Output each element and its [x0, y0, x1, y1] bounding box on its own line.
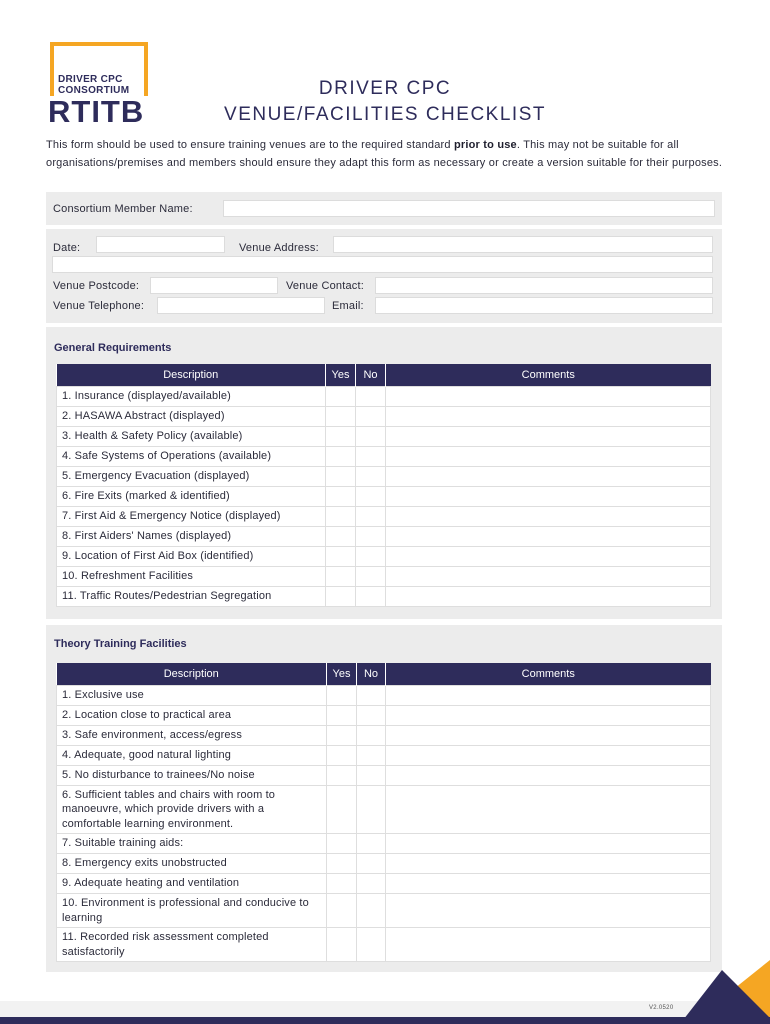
yes-cell[interactable] [326, 586, 356, 606]
yes-cell[interactable] [326, 546, 356, 566]
row-description: 6. Sufficient tables and chairs with room to manoeuvre, which provide drivers with a comfortable learning environment. [57, 785, 327, 834]
table-row [57, 854, 711, 874]
row-description: 9. Location of First Aid Box (identified) [57, 546, 326, 566]
yes-cell[interactable] [326, 466, 356, 486]
comments-cell[interactable] [386, 406, 711, 426]
comments-cell[interactable] [386, 874, 711, 894]
row-description: 1. Insurance (displayed/available) [57, 386, 326, 406]
yes-cell[interactable] [326, 506, 356, 526]
date-field[interactable] [96, 236, 225, 253]
no-cell[interactable] [356, 426, 386, 446]
table-row [57, 928, 711, 962]
no-cell[interactable] [357, 785, 386, 834]
no-cell[interactable] [356, 466, 386, 486]
table-row [57, 426, 711, 446]
no-cell[interactable] [357, 834, 386, 854]
venue-address-field-line-2[interactable] [52, 256, 713, 273]
logo-line-2: CONSORTIUM [58, 85, 130, 96]
row-description: 10. Refreshment Facilities [57, 566, 326, 586]
theory-facilities-panel [46, 625, 722, 972]
logo-line-1: DRIVER CPC [58, 74, 123, 85]
table-row [57, 586, 711, 606]
comments-cell[interactable] [386, 705, 711, 725]
row-description: 5. Emergency Evacuation (displayed) [57, 466, 326, 486]
yes-cell[interactable] [326, 446, 356, 466]
yes-cell[interactable] [327, 834, 357, 854]
no-cell[interactable] [356, 586, 386, 606]
comments-cell[interactable] [386, 928, 711, 962]
table-row [57, 705, 711, 725]
table-row [57, 874, 711, 894]
no-cell[interactable] [356, 386, 386, 406]
table-row [57, 894, 711, 928]
col-header-no: No [356, 364, 386, 386]
comments-cell[interactable] [386, 466, 711, 486]
comments-cell[interactable] [386, 526, 711, 546]
no-cell[interactable] [356, 546, 386, 566]
table-row [57, 506, 711, 526]
intro-text-bold: prior to use [453, 139, 517, 151]
venue-address-field[interactable] [333, 236, 713, 253]
general-requirements-table [56, 364, 711, 607]
row-description: 8. Emergency exits unobstructed [57, 854, 327, 874]
table-row [57, 725, 711, 745]
yes-cell[interactable] [326, 486, 356, 506]
member-name-field[interactable] [223, 200, 715, 217]
comments-cell[interactable] [386, 765, 711, 785]
row-description: 3. Health & Safety Policy (available) [57, 426, 326, 446]
row-description: 4. Safe Systems of Operations (available) [57, 446, 326, 466]
yes-cell[interactable] [327, 705, 357, 725]
table-row [57, 834, 711, 854]
intro-text [46, 137, 726, 172]
row-description: 2. Location close to practical area [57, 705, 327, 725]
date-label: Date: [53, 242, 81, 254]
row-description: 11. Traffic Routes/Pedestrian Segregation [57, 586, 326, 606]
no-cell[interactable] [356, 566, 386, 586]
member-name-label: Consortium Member Name: [53, 203, 193, 215]
theory-facilities-title: Theory Training Facilities [54, 638, 187, 650]
intro-text-end: . This may not be suitable for all organisations/premises and members should ensure they adapt this form as necessary or create a version suitable for their purposes. [46, 139, 723, 169]
comments-cell[interactable] [386, 854, 711, 874]
venue-address-label: Venue Address: [239, 242, 319, 254]
table-row [57, 765, 711, 785]
corner-decoration [660, 960, 770, 1024]
no-cell[interactable] [356, 446, 386, 466]
no-cell[interactable] [356, 506, 386, 526]
comments-cell[interactable] [386, 386, 711, 406]
no-cell[interactable] [356, 406, 386, 426]
no-cell[interactable] [357, 685, 386, 705]
logo-brand: RTITB [48, 94, 145, 129]
rtitb-logo [48, 42, 152, 128]
row-description: 1. Exclusive use [57, 685, 327, 705]
venue-contact-field[interactable] [375, 277, 713, 294]
comments-cell[interactable] [386, 446, 711, 466]
venue-telephone-label: Venue Telephone: [53, 300, 145, 312]
table-row [57, 466, 711, 486]
comments-cell[interactable] [386, 426, 711, 446]
email-label: Email: [332, 300, 364, 312]
no-cell[interactable] [357, 928, 386, 962]
intro-text-start: This form should be used to ensure training venues are to the required standard [46, 139, 454, 151]
no-cell[interactable] [357, 854, 386, 874]
no-cell[interactable] [356, 526, 386, 546]
yes-cell[interactable] [327, 874, 357, 894]
yes-cell[interactable] [327, 745, 357, 765]
email-field[interactable] [375, 297, 713, 314]
col-header-yes: Yes [327, 663, 357, 685]
col-header-description: Description [57, 364, 326, 386]
yes-cell[interactable] [327, 854, 357, 874]
table-row [57, 546, 711, 566]
comments-cell[interactable] [386, 586, 711, 606]
row-description: 8. First Aiders' Names (displayed) [57, 526, 326, 546]
yes-cell[interactable] [327, 725, 357, 745]
row-description: 2. HASAWA Abstract (displayed) [57, 406, 326, 426]
comments-cell[interactable] [386, 834, 711, 854]
table-row [57, 745, 711, 765]
yes-cell[interactable] [327, 894, 357, 928]
venue-postcode-label: Venue Postcode: [53, 280, 140, 292]
table-row [57, 526, 711, 546]
comments-cell[interactable] [386, 785, 711, 834]
col-header-comments: Comments [386, 663, 711, 685]
comments-cell[interactable] [386, 546, 711, 566]
row-description: 6. Fire Exits (marked & identified) [57, 486, 326, 506]
col-header-yes: Yes [326, 364, 356, 386]
yes-cell[interactable] [327, 785, 357, 834]
table-row [57, 486, 711, 506]
theory-facilities-table [56, 663, 711, 962]
venue-telephone-field[interactable] [157, 297, 325, 314]
comments-cell[interactable] [386, 506, 711, 526]
venue-contact-label: Venue Contact: [286, 280, 365, 292]
col-header-no: No [357, 663, 386, 685]
table-row [57, 386, 711, 406]
footer-bar [0, 1017, 770, 1024]
row-description: 9. Adequate heating and ventilation [57, 874, 327, 894]
table-row [57, 446, 711, 466]
yes-cell[interactable] [327, 928, 357, 962]
member-panel [46, 192, 722, 225]
yes-cell[interactable] [326, 566, 356, 586]
table-row [57, 685, 711, 705]
comments-cell[interactable] [386, 745, 711, 765]
row-description: 11. Recorded risk assessment completed satisfactorily [57, 928, 327, 962]
venue-panel [46, 229, 722, 323]
comments-cell[interactable] [386, 486, 711, 506]
no-cell[interactable] [357, 705, 386, 725]
yes-cell[interactable] [326, 406, 356, 426]
row-description: 4. Adequate, good natural lighting [57, 745, 327, 765]
col-header-description: Description [57, 663, 327, 685]
yes-cell[interactable] [327, 685, 357, 705]
row-description: 7. Suitable training aids: [57, 834, 327, 854]
comments-cell[interactable] [386, 566, 711, 586]
comments-cell[interactable] [386, 894, 711, 928]
general-requirements-panel [46, 327, 722, 619]
version-label: V2.0520 [649, 1005, 674, 1011]
title-line-1: DRIVER CPC [318, 78, 452, 99]
general-requirements-title: General Requirements [54, 342, 172, 354]
no-cell[interactable] [357, 725, 386, 745]
venue-postcode-field[interactable] [150, 277, 278, 294]
table-row [57, 785, 711, 834]
yes-cell[interactable] [326, 386, 356, 406]
table-row [57, 566, 711, 586]
no-cell[interactable] [357, 894, 386, 928]
yes-cell[interactable] [326, 526, 356, 546]
no-cell[interactable] [357, 745, 386, 765]
row-description: 5. No disturbance to trainees/No noise [57, 765, 327, 785]
no-cell[interactable] [357, 765, 386, 785]
comments-cell[interactable] [386, 725, 711, 745]
row-description: 3. Safe environment, access/egress [57, 725, 327, 745]
col-header-comments: Comments [386, 364, 711, 386]
yes-cell[interactable] [326, 426, 356, 446]
no-cell[interactable] [356, 486, 386, 506]
row-description: 10. Environment is professional and conducive to learning [57, 894, 327, 928]
title-line-2: VENUE/FACILITIES CHECKLIST [224, 104, 546, 125]
yes-cell[interactable] [327, 765, 357, 785]
row-description: 7. First Aid & Emergency Notice (displayed) [57, 506, 326, 526]
comments-cell[interactable] [386, 685, 711, 705]
table-row [57, 406, 711, 426]
no-cell[interactable] [357, 874, 386, 894]
